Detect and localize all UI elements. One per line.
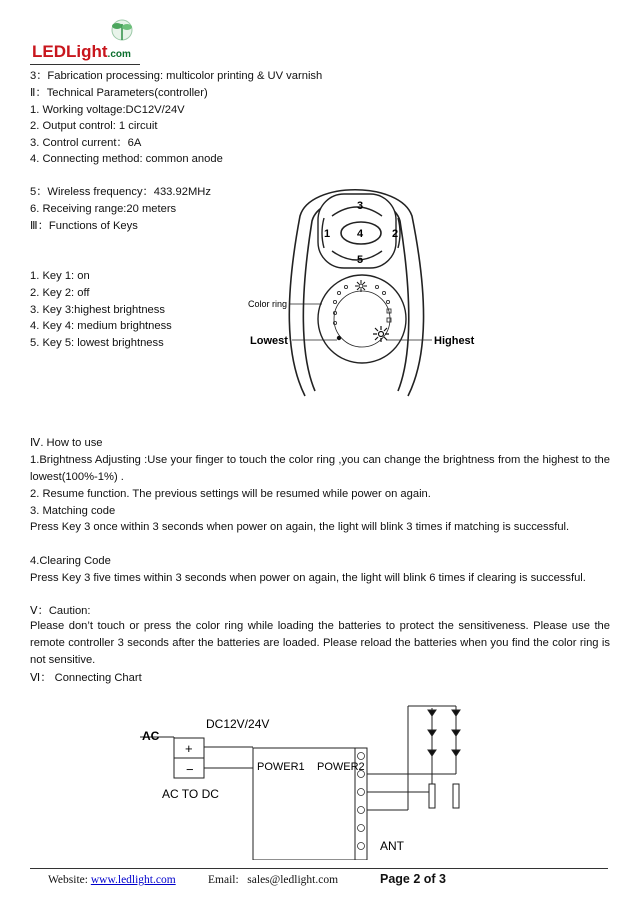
param-connecting: 4. Connecting method: common anode [30, 153, 223, 165]
clearing-heading: 4.Clearing Code [30, 555, 111, 567]
caution-body: Please don’t touch or press the color ring while loading the batteries to protect the sensitiveness. Please use the remote controller 3 seconds after the batteries are loaded. Please reload the batteries when you find the color ring is not sensitive. [30, 620, 610, 666]
header-rule [30, 64, 140, 65]
page-number: Page 2 of 3 [380, 872, 446, 886]
lowest-dot [337, 336, 341, 340]
wiring-diagram [130, 700, 480, 860]
footer-website [48, 874, 176, 886]
footer-email [208, 874, 338, 886]
howto-resume: 2. Resume function. The previous settings will be resumed while power on again. [30, 488, 431, 500]
key-1-label: 1 [324, 228, 331, 240]
color-ring-label: Color ring [248, 299, 288, 309]
email-label: Email: [208, 874, 239, 886]
key-5-line: 5. Key 5: lowest brightness [30, 337, 164, 349]
keys-heading: Ⅲ：Functions of Keys [30, 220, 138, 232]
param-frequency: 5：Wireless frequency：433.92MHz [30, 186, 211, 198]
caution-heading: Ⅴ：Caution: [30, 605, 91, 617]
logo [30, 14, 150, 66]
key-3-line: 3. Key 3:highest brightness [30, 304, 165, 316]
highest-label: Highest [434, 335, 475, 347]
howto-matching-body: Press Key 3 once within 3 seconds when power on again, the light will blink 3 times if matching is successful. [30, 521, 570, 533]
power2-label: POWER2 [317, 761, 365, 773]
website-label: Website: [48, 874, 88, 886]
ac-label: AC [142, 729, 160, 743]
power1-label: POWER1 [257, 761, 305, 773]
ant-label: ANT [380, 839, 404, 853]
footer-rule [30, 868, 608, 869]
param-current: 3. Control current：6A [30, 137, 142, 149]
chart-heading: Ⅵ： Connecting Chart [30, 672, 142, 684]
key-4-label: 4 [357, 228, 364, 240]
param-voltage: 1. Working voltage:DC12V/24V [30, 104, 185, 116]
howto-brightness: 1.Brightness Adjusting :Use your finger to touch the color ring ,you can change the brightness from the highest to the lowest(100%-1%) . [30, 454, 610, 483]
email-address: sales@ledlight.com [247, 874, 339, 886]
key-5-label: 5 [357, 254, 364, 266]
key-1-line: 1. Key 1: on [30, 270, 90, 282]
key-4-line: 4. Key 4: medium brightness [30, 320, 172, 332]
ac-to-dc-label: AC TO DC [162, 787, 219, 801]
lowest-label: Lowest [250, 335, 288, 347]
howto-matching-heading: 3. Matching code [30, 505, 116, 517]
plus-label: + [185, 741, 193, 756]
led-diodes [428, 708, 460, 808]
key-2-label: 2 [392, 228, 399, 240]
key-2-line: 2. Key 2: off [30, 287, 90, 299]
param-range: 6. Receiving range:20 meters [30, 203, 177, 215]
minus-label: − [186, 762, 194, 777]
remote-diagram [240, 176, 490, 406]
logo-name: LEDLight [32, 42, 108, 61]
brightness-low-icon [355, 280, 367, 292]
clearing-body: Press Key 3 five times within 3 seconds when power on again, the light will blink 6 times if clearing is successful. [30, 572, 586, 584]
tech-params-heading: Ⅱ：Technical Parameters(controller) [30, 87, 208, 99]
param-output: 2. Output control: 1 circuit [30, 120, 158, 132]
key-3-label: 3 [357, 200, 364, 212]
website-link[interactable]: www.ledlight.com [90, 874, 176, 886]
voltage-label: DC12V/24V [206, 717, 270, 731]
fabrication-line: 3：Fabrication processing: multicolor printing & UV varnish [30, 70, 323, 82]
howto-heading: Ⅳ. How to use [30, 437, 103, 449]
logo-suffix: .com [107, 49, 131, 60]
